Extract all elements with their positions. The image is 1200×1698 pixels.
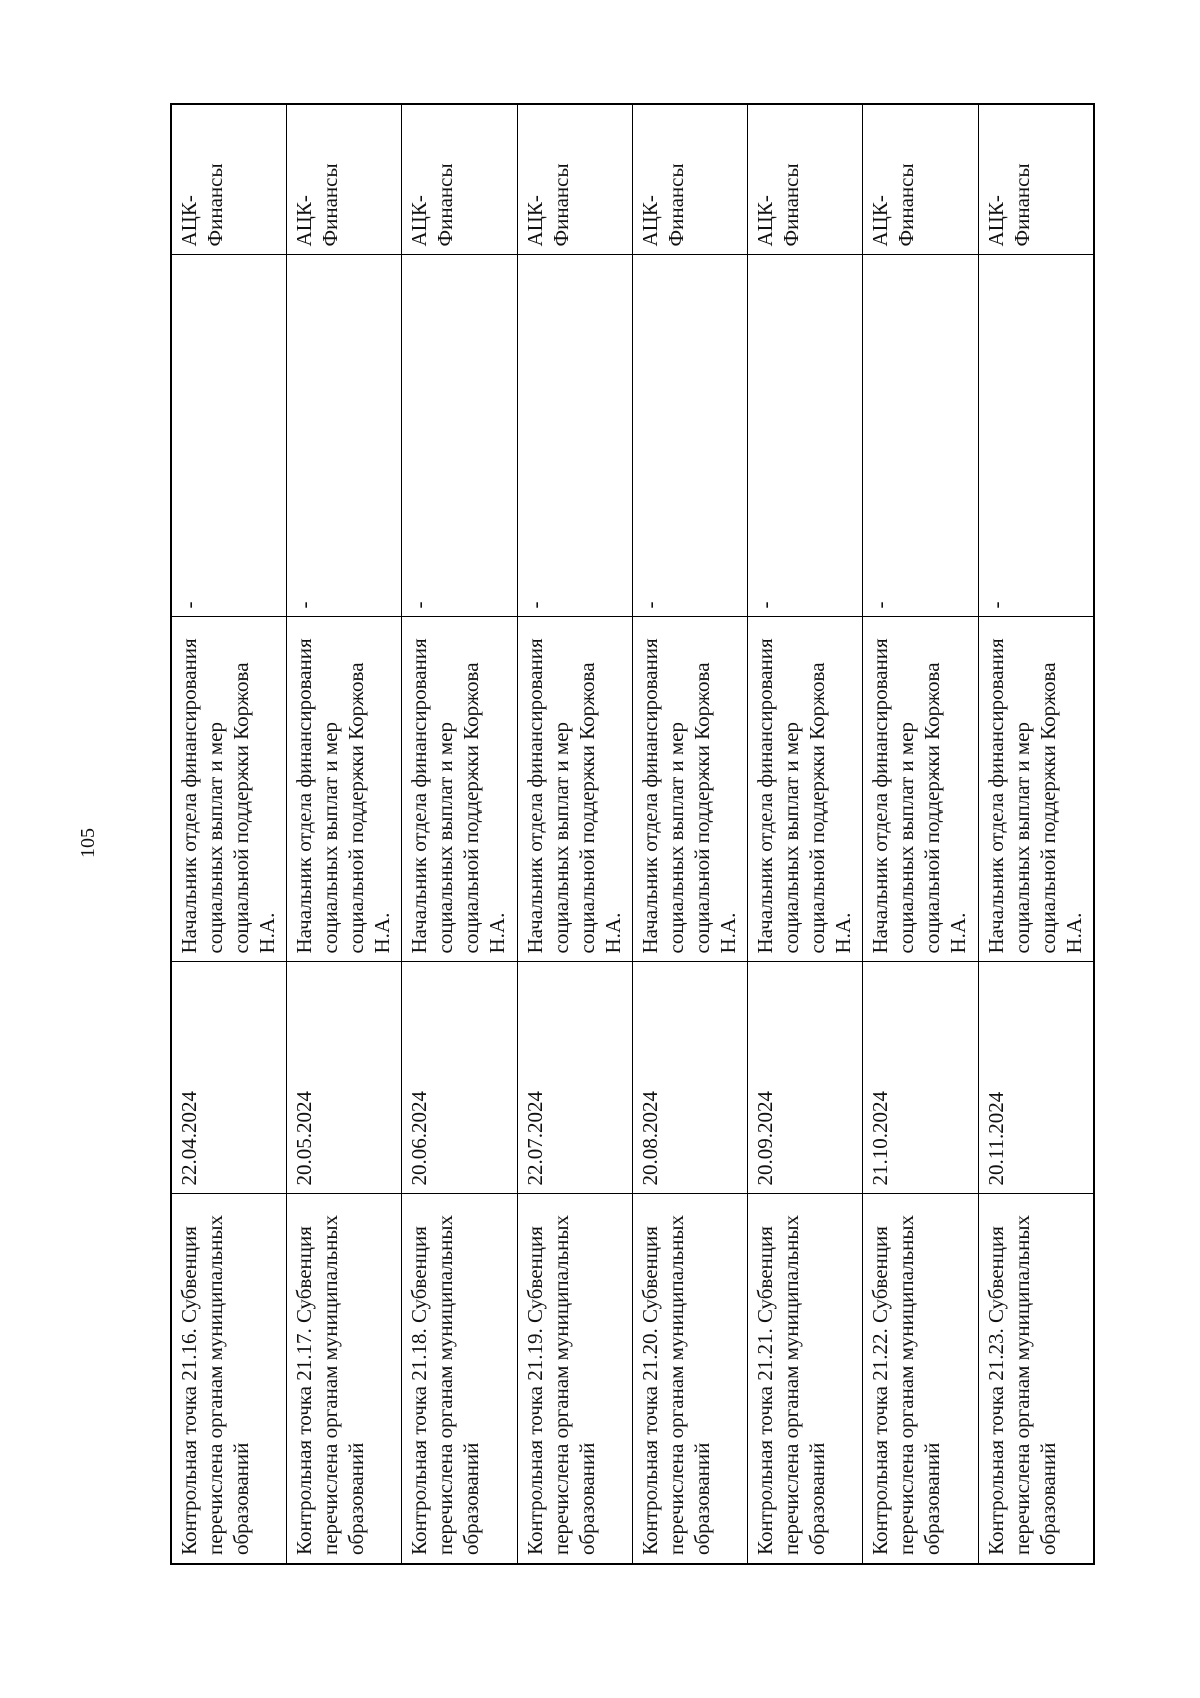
- table-row: [517, 104, 632, 1564]
- document-type: -: [978, 255, 1094, 617]
- control-points-table: [170, 103, 1095, 1565]
- document-type: -: [632, 255, 747, 617]
- responsible-person: Начальник отдела финансирования социальных выплат и мер социальной поддержки Коржова Н.А.: [517, 617, 632, 962]
- control-point-name: Контрольная точка 21.21. Субвенция перечислена органам муниципальных образований: [748, 1194, 863, 1564]
- information-system: АЦК-Финансы: [632, 104, 747, 255]
- control-point-name: Контрольная точка 21.17. Субвенция перечислена органам муниципальных образований: [287, 1194, 402, 1564]
- table-row: [287, 104, 402, 1564]
- information-system: АЦК-Финансы: [517, 104, 632, 255]
- responsible-person: Начальник отдела финансирования социальных выплат и мер социальной поддержки Коржова Н.А.: [748, 617, 863, 962]
- table-row: [632, 104, 747, 1564]
- document-type: -: [402, 255, 517, 617]
- document-type: -: [748, 255, 863, 617]
- table-row: [748, 104, 863, 1564]
- control-point-date: 20.08.2024: [632, 962, 747, 1194]
- document-type: -: [171, 255, 287, 617]
- control-point-date: 20.09.2024: [748, 962, 863, 1194]
- table-row: [402, 104, 517, 1564]
- responsible-person: Начальник отдела финансирования социальных выплат и мер социальной поддержки Коржова Н.А.: [863, 617, 978, 962]
- document-type: -: [287, 255, 402, 617]
- responsible-person: Начальник отдела финансирования социальных выплат и мер социальной поддержки Коржова Н.А.: [402, 617, 517, 962]
- control-point-name: Контрольная точка 21.20. Субвенция перечислена органам муниципальных образований: [632, 1194, 747, 1564]
- page-number: 105: [77, 828, 99, 858]
- information-system: АЦК-Финансы: [287, 104, 402, 255]
- control-point-name: Контрольная точка 21.18. Субвенция перечислена органам муниципальных образований: [402, 1194, 517, 1564]
- information-system: АЦК-Финансы: [748, 104, 863, 255]
- control-point-date: 20.06.2024: [402, 962, 517, 1194]
- responsible-person: Начальник отдела финансирования социальных выплат и мер социальной поддержки Коржова Н.А.: [978, 617, 1094, 962]
- document-type: -: [517, 255, 632, 617]
- control-point-name: Контрольная точка 21.23. Субвенция перечислена органам муниципальных образований: [978, 1194, 1094, 1564]
- control-point-date: 22.07.2024: [517, 962, 632, 1194]
- control-point-date: 20.11.2024: [978, 962, 1094, 1194]
- control-point-date: 22.04.2024: [171, 962, 287, 1194]
- control-point-date: 20.05.2024: [287, 962, 402, 1194]
- table-row: [978, 104, 1094, 1564]
- document-type: -: [863, 255, 978, 617]
- rotated-table-container: [170, 105, 1095, 1565]
- control-point-name: Контрольная точка 21.16. Субвенция перечислена органам муниципальных образований: [171, 1194, 287, 1564]
- responsible-person: Начальник отдела финансирования социальных выплат и мер социальной поддержки Коржова Н.А.: [632, 617, 747, 962]
- table-row: [863, 104, 978, 1564]
- table-row: [171, 104, 287, 1564]
- control-point-name: Контрольная точка 21.19. Субвенция перечислена органам муниципальных образований: [517, 1194, 632, 1564]
- control-point-date: 21.10.2024: [863, 962, 978, 1194]
- information-system: АЦК-Финансы: [863, 104, 978, 255]
- responsible-person: Начальник отдела финансирования социальных выплат и мер социальной поддержки Коржова Н.А.: [287, 617, 402, 962]
- information-system: АЦК-Финансы: [171, 104, 287, 255]
- information-system: АЦК-Финансы: [978, 104, 1094, 255]
- control-point-name: Контрольная точка 21.22. Субвенция перечислена органам муниципальных образований: [863, 1194, 978, 1564]
- responsible-person: Начальник отдела финансирования социальных выплат и мер социальной поддержки Коржова Н.А.: [171, 617, 287, 962]
- information-system: АЦК-Финансы: [402, 104, 517, 255]
